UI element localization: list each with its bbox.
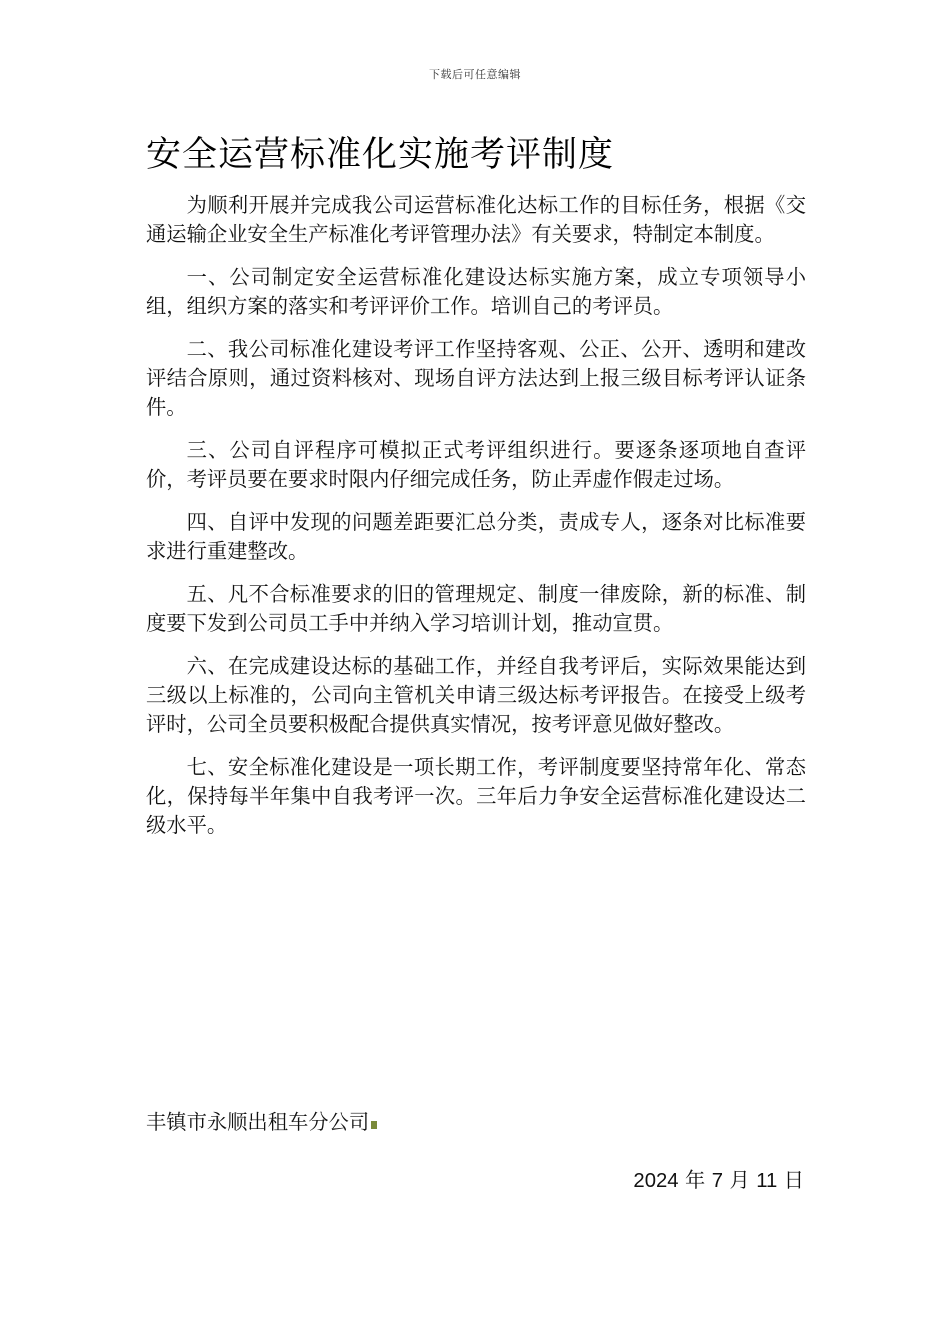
header-note: 下载后可任意编辑 bbox=[429, 68, 521, 81]
document-body bbox=[146, 191, 806, 854]
date-year-suffix: 年 bbox=[678, 1168, 712, 1192]
text-cursor-marker bbox=[371, 1121, 377, 1129]
signature-date bbox=[633, 1166, 804, 1196]
date-month: 7 bbox=[711, 1170, 724, 1192]
paragraph-item-3: 三、公司自评程序可模拟正式考评组织进行。要逐条逐项地自查评价，考评员要在要求时限内仔细完成任务，防止弄虚作假走过场。 bbox=[146, 438, 806, 491]
date-day-suffix: 日 bbox=[777, 1168, 804, 1192]
paragraph-item-1: 一、公司制定安全运营标准化建设达标实施方案，成立专项领导小组，组织方案的落实和考评评价工作。培训自己的考评员。 bbox=[146, 265, 806, 318]
paragraph-item-4: 四、自评中发现的问题差距要汇总分类，责成专人，逐条对比标准要求进行重建整改。 bbox=[146, 510, 806, 563]
paragraph-item-2: 二、我公司标准化建设考评工作坚持客观、公正、公开、透明和建改评结合原则，通过资料核对、现场自评方法达到上报三级目标考评认证条件。 bbox=[146, 337, 806, 419]
signature-company bbox=[146, 1108, 377, 1137]
paragraph-intro: 为顺利开展并完成我公司运营标准化达标工作的目标任务，根据《交通运输企业安全生产标准化考评管理办法》有关要求，特制定本制度。 bbox=[146, 193, 806, 246]
paragraph-item-6: 六、在完成建设达标的基础工作，并经自我考评后，实际效果能达到三级以上标准的，公司向主管机关申请三级达标考评报告。在接受上级考评时，公司全员要积极配合提供真实情况，按考评意见做好整改。 bbox=[146, 654, 806, 736]
date-year: 2024 bbox=[633, 1170, 679, 1192]
company-name: 丰镇市永顺出租车分公司 bbox=[146, 1110, 370, 1134]
document-title: 安全运营标准化实施考评制度 bbox=[146, 135, 615, 175]
date-month-suffix: 月 bbox=[723, 1168, 757, 1192]
paragraph-item-7: 七、安全标准化建设是一项长期工作，考评制度要坚持常年化、常态化，保持每半年集中自我考评一次。三年后力争安全运营标准化建设达二级水平。 bbox=[146, 755, 806, 837]
date-day: 11 bbox=[756, 1170, 778, 1192]
paragraph-item-5: 五、凡不合标准要求的旧的管理规定、制度一律废除，新的标准、制度要下发到公司员工手中并纳入学习培训计划，推动宣贯。 bbox=[146, 582, 806, 635]
